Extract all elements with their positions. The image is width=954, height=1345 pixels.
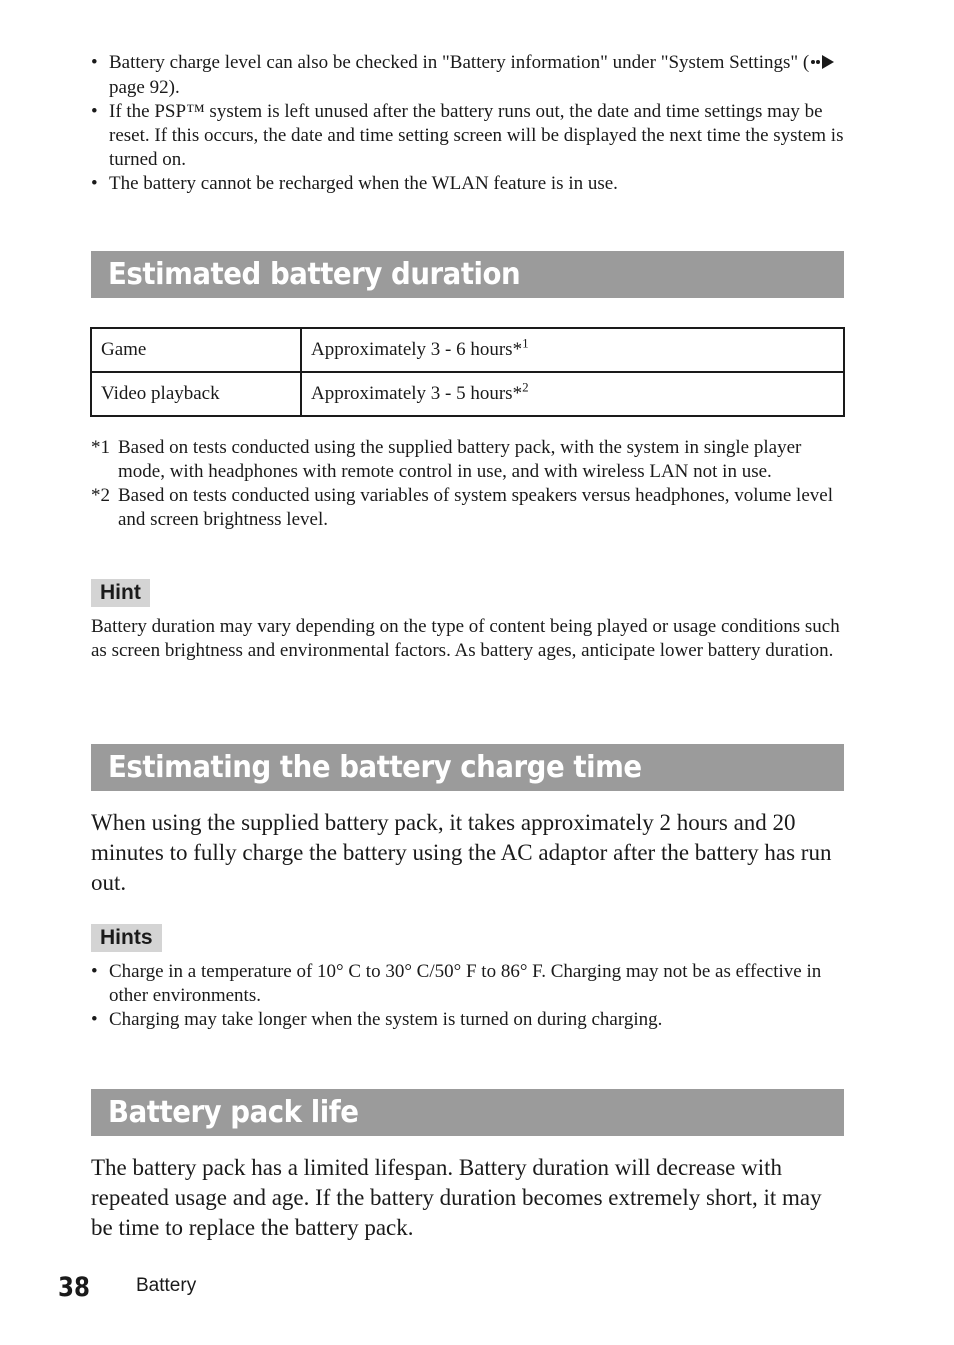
table-cell-label: Video playback [91, 372, 301, 416]
bullet-marker: • [91, 52, 98, 73]
section-heading-battery-duration [91, 251, 844, 298]
hint-item [91, 1008, 845, 1032]
table-cell-label: Game [91, 328, 301, 372]
bullet-marker: • [91, 173, 98, 194]
footnote-mark: *1 [91, 437, 110, 458]
intro-bullet-list [91, 51, 845, 196]
section-heading-pack-life [91, 1089, 844, 1136]
footnote-ref: 1 [522, 335, 529, 351]
bullet-marker: • [91, 101, 98, 122]
hint-item [91, 960, 845, 1008]
section-heading-text: Estimating the battery charge time [108, 750, 642, 785]
table-cell-value [301, 372, 844, 416]
hint-item-text: Charge in a temperature of 10° C to 30° C/50° F to 86° F. Charging may not be as effective in other environments. [109, 961, 822, 1006]
hint-item-text: Charging may take longer when the system is turned on during charging. [109, 1009, 663, 1030]
section-heading-charge-time [91, 744, 844, 791]
duration-value: Approximately 3 - 6 hours* [311, 339, 523, 360]
page-reference-arrow-icon [810, 52, 836, 76]
intro-bullet-2-text: If the PSP™ system is left unused after the battery runs out, the date and time settings may be reset. If this occurs, the date and time setting screen will be displayed the next time the system is turned on. [109, 101, 844, 170]
bullet-marker: • [91, 1009, 98, 1030]
charge-time-body: When using the supplied battery pack, it takes approximately 2 hours and 20 minutes to fully charge the battery using the AC adaptor after the battery has run out. [91, 810, 832, 895]
intro-bullet-1-page-ref: page 92). [109, 77, 180, 98]
table-cell-value [301, 328, 844, 372]
intro-bullet-1-text: Battery charge level can also be checked in "Battery information" under "System Settings" ( [109, 52, 810, 73]
footer-section-name: Battery [136, 1275, 197, 1296]
bullet-marker: • [91, 961, 98, 982]
footnotes [91, 436, 845, 532]
footnote-ref: 2 [522, 379, 529, 395]
section-heading-text: Battery pack life [108, 1095, 359, 1130]
hint-text: Battery duration may vary depending on the type of content being played or usage conditions such as screen brightness and environmental factors. As battery ages, anticipate lower battery duration. [91, 616, 840, 661]
footnote-text: Based on tests conducted using variables of system speakers versus headphones, volume level and screen brightness level. [118, 485, 833, 530]
footnote-2 [91, 484, 845, 532]
footnote-mark: *2 [91, 485, 110, 506]
section-heading-text: Estimated battery duration [108, 257, 521, 292]
page-number: 38 [58, 1272, 90, 1303]
intro-bullet-3 [91, 172, 845, 196]
intro-bullet-2 [91, 100, 845, 172]
duration-value: Approximately 3 - 5 hours* [311, 383, 523, 404]
table-row [91, 328, 844, 372]
hint-label: Hint [91, 579, 150, 607]
table-row [91, 372, 844, 416]
footnote-1 [91, 436, 845, 484]
intro-bullet-3-text: The battery cannot be recharged when the WLAN feature is in use. [109, 173, 618, 194]
battery-duration-table [90, 327, 845, 417]
hints-label: Hints [91, 924, 162, 952]
pack-life-body: The battery pack has a limited lifespan. Battery duration will decrease with repeated usage and age. If the battery duration becomes extremely short, it may be time to replace the battery pack. [91, 1155, 822, 1240]
intro-bullet-1 [91, 51, 845, 100]
footnote-text: Based on tests conducted using the supplied battery pack, with the system in single player mode, with headphones with remote control in use, and with wireless LAN not in use. [118, 437, 802, 482]
hints-list [91, 960, 845, 1032]
